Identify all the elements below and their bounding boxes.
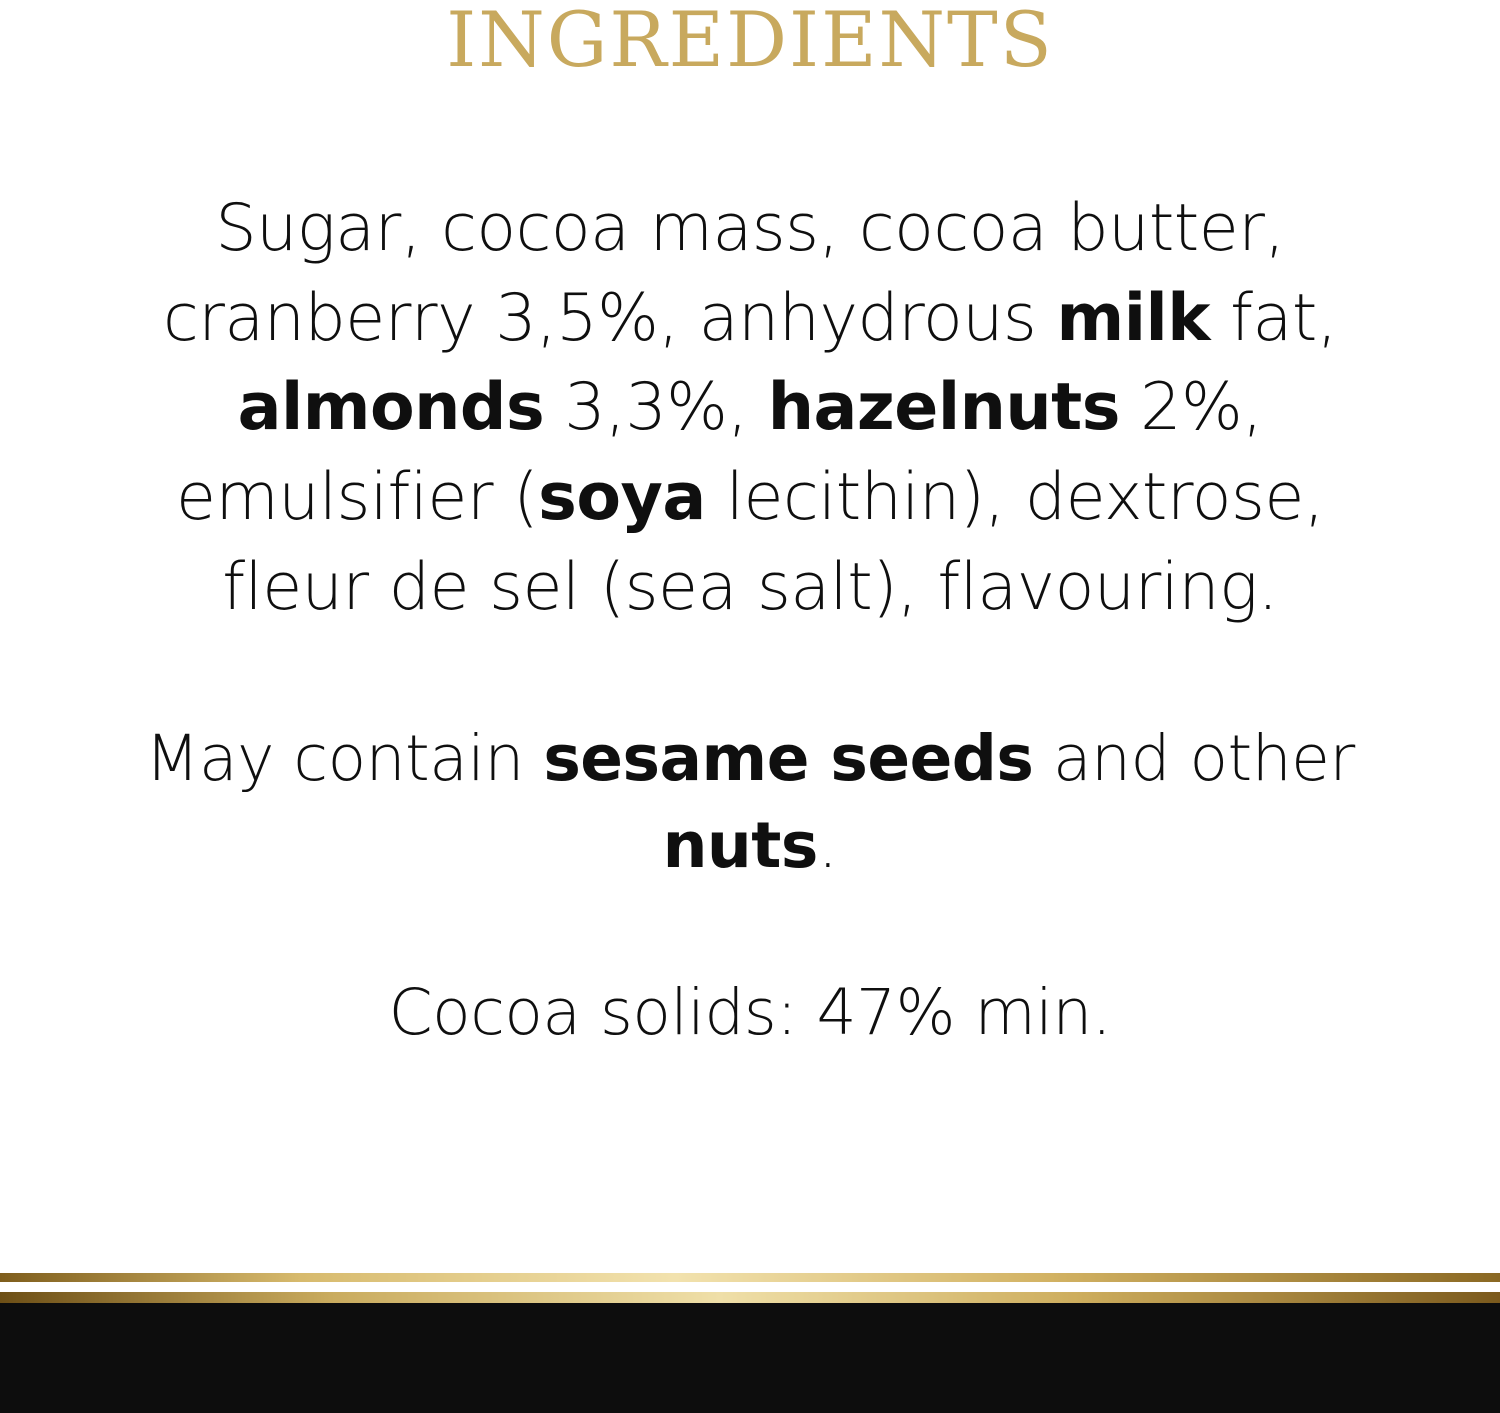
white-gap-rule: [0, 1282, 1500, 1292]
gold-rule-top: [0, 1273, 1500, 1282]
label-body: [0, 96, 1500, 1413]
ingredients-paragraph: Sugar, cocoa mass, cocoa butter, cranberry 3,5%, anhydrous milk fat, almonds 3,3%, hazelnuts 2%, emulsifier (soya lecithin), dextrose, fleur de sel (sea salt), flavouring.: [162, 191, 1338, 625]
black-band: [0, 1303, 1500, 1413]
gold-rule-bottom: [0, 1292, 1500, 1303]
label-footer: [0, 1273, 1500, 1413]
cocoa-solids-paragraph: Cocoa solids: 47% min.: [388, 976, 1112, 1050]
page-title: INGREDIENTS: [446, 0, 1054, 84]
may-contain-paragraph: May contain sesame seeds and other nuts.: [145, 722, 1355, 883]
